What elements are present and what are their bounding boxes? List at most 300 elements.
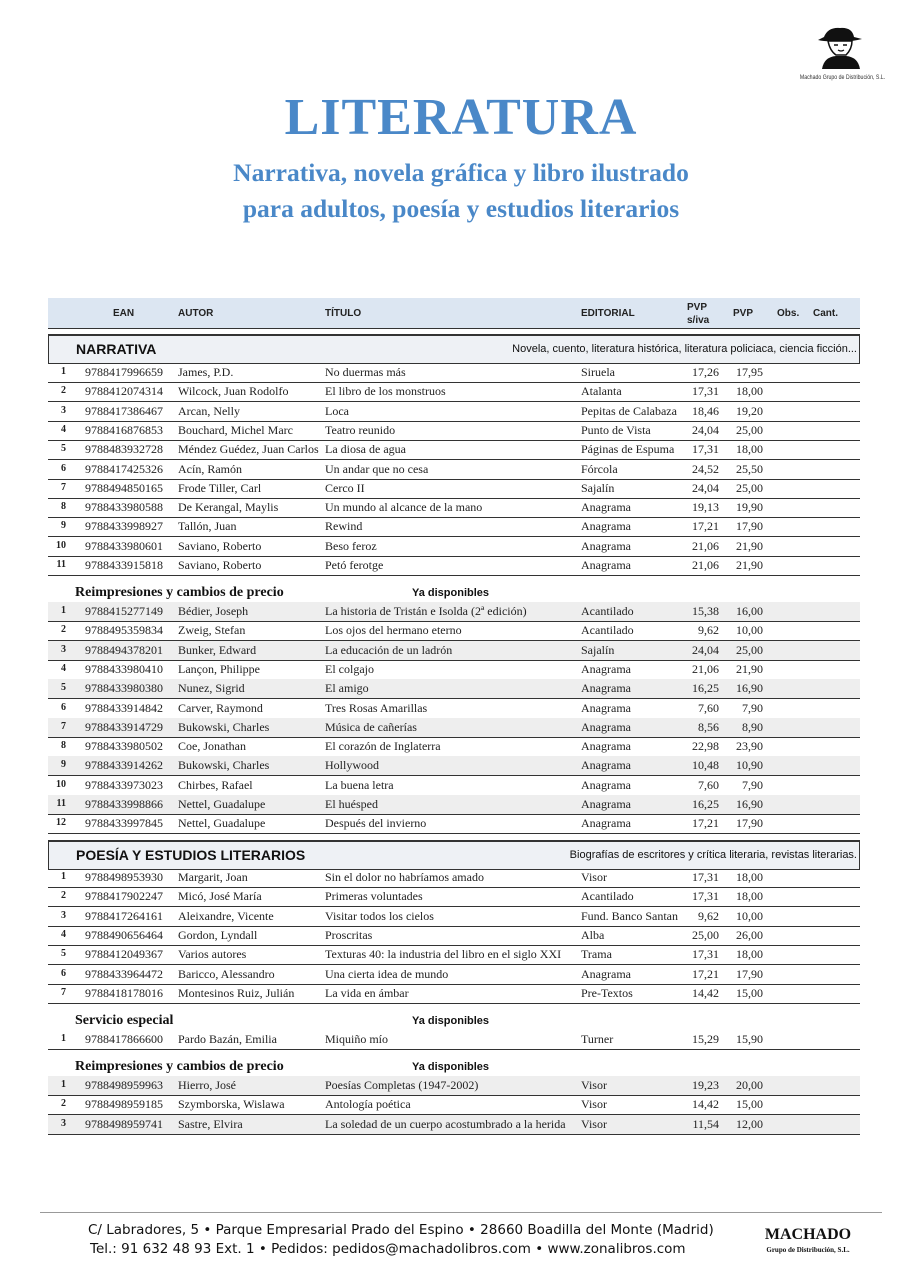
row-number: 12 <box>56 817 66 829</box>
row-autor: Micó, José María <box>178 889 262 904</box>
row-autor: Montesinos Ruiz, Julián <box>178 985 295 1000</box>
row-number: 1 <box>61 1079 66 1090</box>
table-row <box>48 556 860 576</box>
ya-disponibles-label: Ya disponibles <box>412 587 490 599</box>
footer-divider <box>40 1212 882 1213</box>
row-pvp: 18,00 <box>736 442 763 457</box>
row-autor: Hierro, José <box>178 1078 236 1092</box>
row-ean: 9788433915818 <box>85 558 163 572</box>
row-editorial: Visor <box>581 1116 607 1131</box>
row-pvp: 17,90 <box>736 816 763 831</box>
row-titulo: Antología poética <box>325 1097 411 1112</box>
row-autor: Coe, Jonathan <box>178 739 246 754</box>
row-number: 6 <box>61 701 66 713</box>
row-titulo: Rewind <box>325 519 363 534</box>
row-number: 7 <box>61 986 66 998</box>
row-ean: 9788412049367 <box>85 947 163 962</box>
table-row <box>48 795 860 815</box>
row-ean: 9788433998927 <box>85 519 163 534</box>
table-row <box>48 907 860 927</box>
row-editorial: Anagrama <box>581 558 631 572</box>
row-pvp: 21,90 <box>736 661 763 676</box>
row-titulo: El libro de los monstruos <box>325 384 446 399</box>
row-titulo: La diosa de agua <box>325 442 406 457</box>
table-row <box>48 945 860 965</box>
row-pvp-siva: 19,23 <box>692 1078 719 1092</box>
row-editorial: Anagrama <box>581 966 631 981</box>
row-number: 7 <box>61 720 66 732</box>
row-pvp-siva: 22,98 <box>692 739 719 754</box>
subtitle-line-1: Narrativa, novela gráfica y libro ilustrado <box>233 158 689 187</box>
table-row <box>48 868 860 888</box>
table-row <box>48 737 860 757</box>
row-pvp-siva: 17,31 <box>692 870 719 884</box>
row-autor: Arcan, Nelly <box>178 403 240 418</box>
row-number: 8 <box>61 740 66 752</box>
table-row <box>48 965 860 985</box>
table-row <box>48 517 860 537</box>
table-row <box>48 421 860 441</box>
row-pvp-siva: 17,26 <box>692 365 719 379</box>
row-editorial: Acantilado <box>581 604 634 618</box>
row-ean: 9788498953930 <box>85 870 163 884</box>
row-editorial: Atalanta <box>581 384 622 399</box>
row-autor: Bouchard, Michel Marc <box>178 422 293 437</box>
row-pvp: 16,90 <box>736 681 763 696</box>
table-row <box>48 498 860 518</box>
row-titulo: Los ojos del hermano eterno <box>325 623 462 638</box>
row-editorial: Anagrama <box>581 538 631 553</box>
row-autor: Bédier, Joseph <box>178 604 249 618</box>
row-titulo: Música de cañerías <box>325 719 417 734</box>
row-titulo: Poesías Completas (1947-2002) <box>325 1078 479 1092</box>
row-editorial: Anagrama <box>581 519 631 534</box>
row-pvp-siva: 10,48 <box>692 758 719 773</box>
table-row <box>48 699 860 719</box>
row-ean: 9788417264161 <box>85 908 163 923</box>
company-logo <box>785 25 900 81</box>
row-editorial: Pepitas de Calabaza <box>581 403 677 418</box>
section-title: POESÍA Y ESTUDIOS LITERARIOS <box>76 847 306 863</box>
row-number: 9 <box>61 759 66 771</box>
table-row <box>48 756 860 776</box>
row-pvp-siva: 24,04 <box>692 422 719 437</box>
section-description: Novela, cuento, literatura histórica, literatura policiaca, ciencia ficción... <box>512 343 857 355</box>
row-number: 6 <box>61 967 66 979</box>
section-title: NARRATIVA <box>76 341 157 357</box>
row-number: 2 <box>61 624 66 636</box>
row-editorial: Pre-Textos <box>581 985 633 1000</box>
row-ean: 9788433998866 <box>85 797 163 811</box>
row-pvp: 7,90 <box>742 700 763 715</box>
row-pvp-siva: 16,25 <box>692 681 719 696</box>
row-titulo: Después del invierno <box>325 816 427 831</box>
row-pvp: 16,90 <box>736 797 763 811</box>
row-pvp-siva: 17,31 <box>692 384 719 399</box>
row-titulo: No duermas más <box>325 365 406 379</box>
table-row <box>48 602 860 622</box>
reimpresiones-label: Reimpresiones y cambios de precio <box>75 1059 284 1074</box>
row-pvp: 18,00 <box>736 947 763 962</box>
table-row <box>48 1076 860 1096</box>
reimpresiones-label: Reimpresiones y cambios de precio <box>75 585 284 600</box>
col-pvp-siva <box>687 301 709 327</box>
row-pvp-siva: 9,62 <box>698 623 719 638</box>
row-editorial: Visor <box>581 1078 607 1092</box>
row-number: 5 <box>61 682 66 694</box>
table-row <box>48 776 860 796</box>
section-narrativa <box>48 334 860 364</box>
row-pvp-siva: 19,13 <box>692 500 719 515</box>
table-row <box>48 660 860 680</box>
table-row <box>48 479 860 499</box>
row-titulo: Una cierta idea de mundo <box>325 966 449 981</box>
row-titulo: Teatro reunido <box>325 422 396 437</box>
row-titulo: Hollywood <box>325 758 379 773</box>
row-editorial: Anagrama <box>581 777 631 792</box>
row-editorial: Sajalín <box>581 642 615 657</box>
row-autor: Zweig, Stefan <box>178 623 246 638</box>
row-pvp: 10,90 <box>736 758 763 773</box>
row-ean: 9788417996659 <box>85 365 163 379</box>
row-number: 8 <box>61 501 66 513</box>
row-number: 1 <box>61 871 66 882</box>
row-editorial: Visor <box>581 1097 607 1112</box>
footer-contact: Tel.: 91 632 48 93 Ext. 1 • Pedidos: pedidos@machadolibros.com • www.zonalibros.com <box>90 1241 686 1257</box>
row-autor: Nunez, Sigrid <box>178 681 245 696</box>
row-number: 4 <box>61 928 66 940</box>
table-row <box>48 382 860 402</box>
col-pvp-siva-line-1: PVP <box>687 302 708 313</box>
row-pvp-siva: 17,31 <box>692 442 719 457</box>
row-ean: 9788494378201 <box>85 642 163 657</box>
row-number: 11 <box>56 798 66 809</box>
row-number: 1 <box>61 1033 66 1044</box>
row-pvp-siva: 18,46 <box>692 403 719 418</box>
row-pvp: 19,90 <box>736 500 763 515</box>
row-titulo: Proscritas <box>325 927 373 942</box>
row-titulo: Visitar todos los cielos <box>325 908 434 923</box>
row-autor: Aleixandre, Vicente <box>178 908 274 923</box>
footer-brand: MACHADO <box>764 1226 852 1243</box>
row-titulo: El amigo <box>325 681 369 696</box>
row-pvp-siva: 25,00 <box>692 927 719 942</box>
row-ean: 9788483932728 <box>85 442 163 457</box>
row-pvp-siva: 11,54 <box>692 1116 719 1131</box>
row-autor: Méndez Guédez, Juan Carlos <box>178 442 319 457</box>
row-number: 1 <box>61 366 66 377</box>
row-ean: 9788433914262 <box>85 758 163 773</box>
col-obs: Obs. <box>777 308 800 319</box>
row-number: 4 <box>61 662 66 674</box>
row-pvp-siva: 24,04 <box>692 642 719 657</box>
row-pvp-siva: 14,42 <box>692 1097 719 1112</box>
row-titulo: Tres Rosas Amarillas <box>325 700 428 715</box>
row-number: 4 <box>61 423 66 435</box>
row-autor: Szymborska, Wislawa <box>178 1097 285 1112</box>
row-titulo: La educación de un ladrón <box>325 642 453 657</box>
col-editorial: EDITORIAL <box>581 308 635 319</box>
row-number: 2 <box>61 385 66 397</box>
row-autor: Nettel, Guadalupe <box>178 816 266 831</box>
col-autor: AUTOR <box>178 308 214 319</box>
machado-logo-icon <box>810 25 868 71</box>
row-autor: Bukowski, Charles <box>178 758 270 773</box>
col-ean: EAN <box>113 308 135 319</box>
row-pvp: 16,00 <box>736 604 763 618</box>
row-pvp-siva: 7,60 <box>698 700 719 715</box>
row-number: 6 <box>61 462 66 474</box>
row-number: 5 <box>61 443 66 455</box>
row-pvp: 18,00 <box>736 870 763 884</box>
row-ean: 9788417425326 <box>85 461 163 476</box>
row-pvp: 21,90 <box>736 558 763 572</box>
table-row <box>48 1030 860 1050</box>
row-ean: 9788433964472 <box>85 966 163 981</box>
row-number: 1 <box>61 605 66 616</box>
row-editorial: Alba <box>581 927 605 942</box>
row-editorial: Anagrama <box>581 816 631 831</box>
row-titulo: La vida en ámbar <box>325 985 409 1000</box>
row-pvp: 25,00 <box>736 642 763 657</box>
page-title: LITERATURA <box>284 89 638 146</box>
row-pvp: 15,90 <box>736 1032 763 1046</box>
page-subtitle <box>0 155 922 227</box>
row-pvp-siva: 17,21 <box>692 816 719 831</box>
row-titulo: Beso feroz <box>325 538 377 553</box>
footer-brand-sub: Grupo de Distribución, S.L. <box>766 1246 850 1254</box>
row-number: 5 <box>61 948 66 960</box>
row-pvp: 25,00 <box>736 480 763 495</box>
row-titulo: Miquiño mío <box>325 1032 389 1046</box>
row-ean: 9788417866600 <box>85 1032 163 1046</box>
footer-address: C/ Labradores, 5 • Parque Empresarial Prado del Espino • 28660 Boadilla del Monte (Madrid) <box>88 1222 714 1238</box>
row-pvp-siva: 21,06 <box>692 538 719 553</box>
row-ean: 9788433980502 <box>85 739 163 754</box>
row-pvp: 20,00 <box>736 1078 763 1092</box>
row-titulo: Texturas 40: la industria del libro en el siglo XXI <box>325 947 562 962</box>
row-ean: 9788498959963 <box>85 1078 163 1092</box>
row-number: 10 <box>56 778 66 790</box>
row-number: 3 <box>61 643 66 655</box>
row-pvp: 15,00 <box>736 1097 763 1112</box>
section-poesia <box>48 840 860 870</box>
row-number: 11 <box>56 559 66 570</box>
row-autor: Bukowski, Charles <box>178 719 270 734</box>
row-editorial: Anagrama <box>581 719 631 734</box>
row-titulo: El corazón de Inglaterra <box>325 739 441 754</box>
row-ean: 9788495359834 <box>85 623 163 638</box>
row-autor: Frode Tiller, Carl <box>178 480 262 495</box>
row-ean: 9788490656464 <box>85 927 163 942</box>
row-ean: 9788433997845 <box>85 816 163 831</box>
row-autor: Carver, Raymond <box>178 700 263 715</box>
row-editorial: Anagrama <box>581 797 631 811</box>
logo-caption: Machado Grupo de Distribución, S.L. <box>799 74 886 81</box>
row-ean: 9788415277149 <box>85 604 163 618</box>
row-number: 9 <box>61 520 66 532</box>
row-pvp-siva: 17,21 <box>692 966 719 981</box>
row-titulo: El colgajo <box>325 661 374 676</box>
table-row <box>48 718 860 738</box>
row-pvp-siva: 21,06 <box>692 558 719 572</box>
row-editorial: Anagrama <box>581 700 631 715</box>
row-autor: Bunker, Edward <box>178 642 257 657</box>
row-pvp-siva: 17,31 <box>692 947 719 962</box>
row-ean: 9788416876853 <box>85 422 163 437</box>
section-description: Biografías de escritores y crítica literaria, revistas literarias. <box>569 849 857 861</box>
row-number: 3 <box>61 1117 66 1129</box>
row-editorial: Fórcola <box>581 461 618 476</box>
row-autor: Chirbes, Rafael <box>178 777 253 792</box>
row-titulo: El huésped <box>325 797 378 811</box>
row-pvp-siva: 24,04 <box>692 480 719 495</box>
row-autor: Sastre, Elvira <box>178 1116 243 1131</box>
row-pvp: 12,00 <box>736 1116 763 1131</box>
row-pvp: 15,00 <box>736 985 763 1000</box>
row-pvp: 18,00 <box>736 889 763 904</box>
table-row <box>48 641 860 661</box>
row-autor: Nettel, Guadalupe <box>178 797 266 811</box>
table-row <box>48 926 860 946</box>
col-pvp-siva-line-2: s/iva <box>687 315 710 326</box>
row-autor: Saviano, Roberto <box>178 558 262 572</box>
row-titulo: Loca <box>325 403 349 418</box>
row-titulo: La buena letra <box>325 777 394 792</box>
row-autor: Wilcock, Juan Rodolfo <box>178 384 289 399</box>
table-row <box>48 1115 860 1135</box>
row-autor: Pardo Bazán, Emilia <box>178 1032 277 1046</box>
row-titulo: Un andar que no cesa <box>325 461 429 476</box>
row-pvp: 8,90 <box>742 719 763 734</box>
row-pvp-siva: 24,52 <box>692 461 719 476</box>
row-autor: Gordon, Lyndall <box>178 927 258 942</box>
subtitle-line-2: para adultos, poesía y estudios literarios <box>242 194 680 223</box>
row-ean: 9788418178016 <box>85 985 163 1000</box>
row-ean: 9788494850165 <box>85 480 163 495</box>
row-editorial: Acantilado <box>581 623 634 638</box>
table-row <box>48 679 860 699</box>
servicio-especial-label: Servicio especial <box>75 1013 174 1028</box>
row-pvp-siva: 15,38 <box>692 604 719 618</box>
row-ean: 9788412074314 <box>85 384 163 399</box>
row-ean: 9788433973023 <box>85 777 163 792</box>
row-autor: Margarit, Joan <box>178 870 248 884</box>
row-editorial: Siruela <box>581 365 615 379</box>
table-row <box>48 402 860 422</box>
row-autor: Lançon, Philippe <box>178 661 260 676</box>
row-ean: 9788433980410 <box>85 661 163 676</box>
row-autor: De Kerangal, Maylis <box>178 500 279 515</box>
col-pvp: PVP <box>733 308 754 319</box>
row-titulo: Petó ferotge <box>325 558 384 572</box>
row-pvp: 25,50 <box>736 461 763 476</box>
table-row <box>48 460 860 480</box>
row-pvp-siva: 7,60 <box>698 777 719 792</box>
row-editorial: Sajalín <box>581 480 615 495</box>
row-ean: 9788433914729 <box>85 719 163 734</box>
row-editorial: Anagrama <box>581 739 631 754</box>
row-editorial: Anagrama <box>581 758 631 773</box>
table-header <box>48 298 860 329</box>
row-ean: 9788433980601 <box>85 538 163 553</box>
table-row <box>48 887 860 907</box>
row-number: 3 <box>61 909 66 921</box>
row-ean: 9788417386467 <box>85 403 163 418</box>
row-autor: Varios autores <box>178 947 247 962</box>
row-editorial: Visor <box>581 870 607 884</box>
row-number: 2 <box>61 890 66 902</box>
row-pvp: 17,90 <box>736 519 763 534</box>
row-pvp: 10,00 <box>736 623 763 638</box>
row-pvp: 25,00 <box>736 422 763 437</box>
table-row <box>48 621 860 641</box>
row-pvp: 7,90 <box>742 777 763 792</box>
row-editorial: Trama <box>581 947 612 962</box>
ya-disponibles-label: Ya disponibles <box>412 1015 490 1027</box>
row-number: 3 <box>61 404 66 416</box>
row-pvp-siva: 8,56 <box>698 719 719 734</box>
row-pvp: 18,00 <box>736 384 763 399</box>
row-pvp-siva: 16,25 <box>692 797 719 811</box>
row-pvp: 17,90 <box>736 966 763 981</box>
row-pvp-siva: 21,06 <box>692 661 719 676</box>
row-pvp-siva: 14,42 <box>692 985 719 1000</box>
row-editorial: Turner <box>581 1032 614 1046</box>
row-editorial: Anagrama <box>581 500 631 515</box>
row-autor: Saviano, Roberto <box>178 538 262 553</box>
row-editorial: Fund. Banco Santan <box>581 908 678 923</box>
row-editorial: Acantilado <box>581 889 634 904</box>
row-autor: James, P.D. <box>178 365 234 379</box>
table-row <box>48 363 860 383</box>
col-cant: Cant. <box>813 308 838 319</box>
row-pvp-siva: 9,62 <box>698 908 719 923</box>
row-titulo: La soledad de un cuerpo acostumbrado a la herida <box>325 1116 566 1131</box>
row-number: 7 <box>61 481 66 493</box>
row-titulo: Cerco II <box>325 480 365 495</box>
row-pvp-siva: 15,29 <box>692 1032 719 1046</box>
row-editorial: Páginas de Espuma <box>581 442 675 457</box>
col-titulo: TÍTULO <box>325 308 362 319</box>
table-row <box>48 537 860 557</box>
row-pvp: 10,00 <box>736 908 763 923</box>
table-row <box>48 814 860 834</box>
row-ean: 9788417902247 <box>85 889 163 904</box>
row-titulo: Un mundo al alcance de la mano <box>325 500 483 515</box>
table-row <box>48 440 860 460</box>
row-titulo: Primeras voluntades <box>325 889 423 904</box>
table-row <box>48 1095 860 1115</box>
row-pvp: 26,00 <box>736 927 763 942</box>
row-autor: Baricco, Alessandro <box>178 966 275 981</box>
row-editorial: Punto de Vista <box>581 422 651 437</box>
row-number: 10 <box>56 539 66 551</box>
row-titulo: Sin el dolor no habríamos amado <box>325 870 484 884</box>
row-ean: 9788498959185 <box>85 1097 163 1112</box>
row-pvp-siva: 17,31 <box>692 889 719 904</box>
row-ean: 9788433980380 <box>85 681 163 696</box>
row-ean: 9788433980588 <box>85 500 163 515</box>
row-pvp: 23,90 <box>736 739 763 754</box>
row-editorial: Anagrama <box>581 681 631 696</box>
table-row <box>48 984 860 1004</box>
row-pvp: 19,20 <box>736 403 763 418</box>
row-titulo: La historia de Tristán e Isolda (2ª edición) <box>325 604 527 618</box>
ya-disponibles-label: Ya disponibles <box>412 1061 490 1073</box>
row-pvp: 17,95 <box>736 365 763 379</box>
row-autor: Tallón, Juan <box>178 519 237 534</box>
